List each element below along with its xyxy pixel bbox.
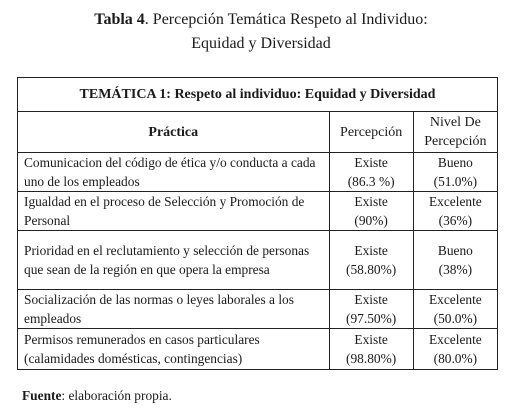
header-nivel-line-1: Nivel De — [429, 115, 481, 130]
perception-table — [17, 77, 498, 370]
nivel-value: Bueno — [437, 155, 473, 170]
percepcion-value: Existe — [354, 243, 388, 258]
header-nivel-line-2: Percepción — [424, 134, 487, 149]
cell-practica: Permisos remunerados en casos particulares (calamidades domésticas, contingencias) — [18, 329, 330, 370]
cell-practica: Comunicacion del código de ética y/o conducta a cada uno de los empleados — [18, 153, 330, 192]
table-title: TEMÁTICA 1: Respeto al individuo: Equidad y Diversidad — [18, 78, 498, 112]
caption-label: Tabla 4 — [94, 11, 145, 28]
cell-percepcion — [329, 153, 413, 192]
cell-nivel — [413, 192, 497, 231]
nivel-value: Excelente — [428, 332, 482, 347]
cell-nivel — [413, 329, 497, 370]
nivel-percent: (36%) — [438, 213, 473, 228]
percepcion-value: Existe — [354, 155, 388, 170]
nivel-value: Excelente — [428, 194, 482, 209]
cell-practica: Socialización de las normas o leyes laborales a los empleados — [18, 290, 330, 329]
percepcion-value: Existe — [354, 292, 388, 307]
percepcion-percent: (58.80%) — [346, 262, 397, 277]
percepcion-value: Existe — [354, 332, 388, 347]
nivel-percent: (51.0%) — [433, 174, 478, 189]
cell-percepcion — [329, 192, 413, 231]
cell-percepcion — [329, 329, 413, 370]
nivel-value: Bueno — [437, 243, 473, 258]
caption-title: . Percepción Temática Respeto al Individuo: — [144, 11, 428, 28]
table-row — [18, 329, 498, 370]
nivel-percent: (80.0%) — [433, 351, 478, 366]
percepcion-percent: (90%) — [354, 213, 388, 228]
header-nivel — [413, 112, 497, 153]
source-label: Fuente — [22, 388, 62, 403]
percepcion-percent: (97.50%) — [346, 311, 397, 326]
source-text: : elaboración propia. — [61, 388, 172, 403]
cell-practica: Igualdad en el proceso de Selección y Promoción de Personal — [18, 192, 330, 231]
header-percepcion: Percepción — [329, 112, 413, 153]
table-caption — [0, 8, 522, 56]
header-practica: Práctica — [18, 112, 330, 153]
cell-percepcion — [329, 290, 413, 329]
nivel-percent: (38%) — [438, 262, 473, 277]
cell-nivel — [413, 290, 497, 329]
table-row — [18, 192, 498, 231]
source-note — [22, 388, 172, 404]
table-row — [18, 231, 498, 290]
table-row — [18, 290, 498, 329]
percepcion-value: Existe — [354, 194, 388, 209]
nivel-percent: (50.0%) — [433, 311, 478, 326]
cell-nivel — [413, 153, 497, 192]
nivel-value: Excelente — [428, 292, 482, 307]
caption-line-2: Equidad y Diversidad — [191, 35, 331, 52]
table-row — [18, 153, 498, 192]
table-header-row — [18, 112, 498, 153]
percepcion-percent: (86.3 %) — [347, 174, 395, 189]
cell-nivel — [413, 231, 497, 290]
cell-practica: Prioridad en el reclutamiento y selección de personas que sean de la región en que opera la empresa — [18, 231, 330, 290]
cell-percepcion — [329, 231, 413, 290]
caption-line-1 — [0, 8, 522, 32]
percepcion-percent: (98.80%) — [346, 351, 397, 366]
table-title-row — [18, 78, 498, 112]
